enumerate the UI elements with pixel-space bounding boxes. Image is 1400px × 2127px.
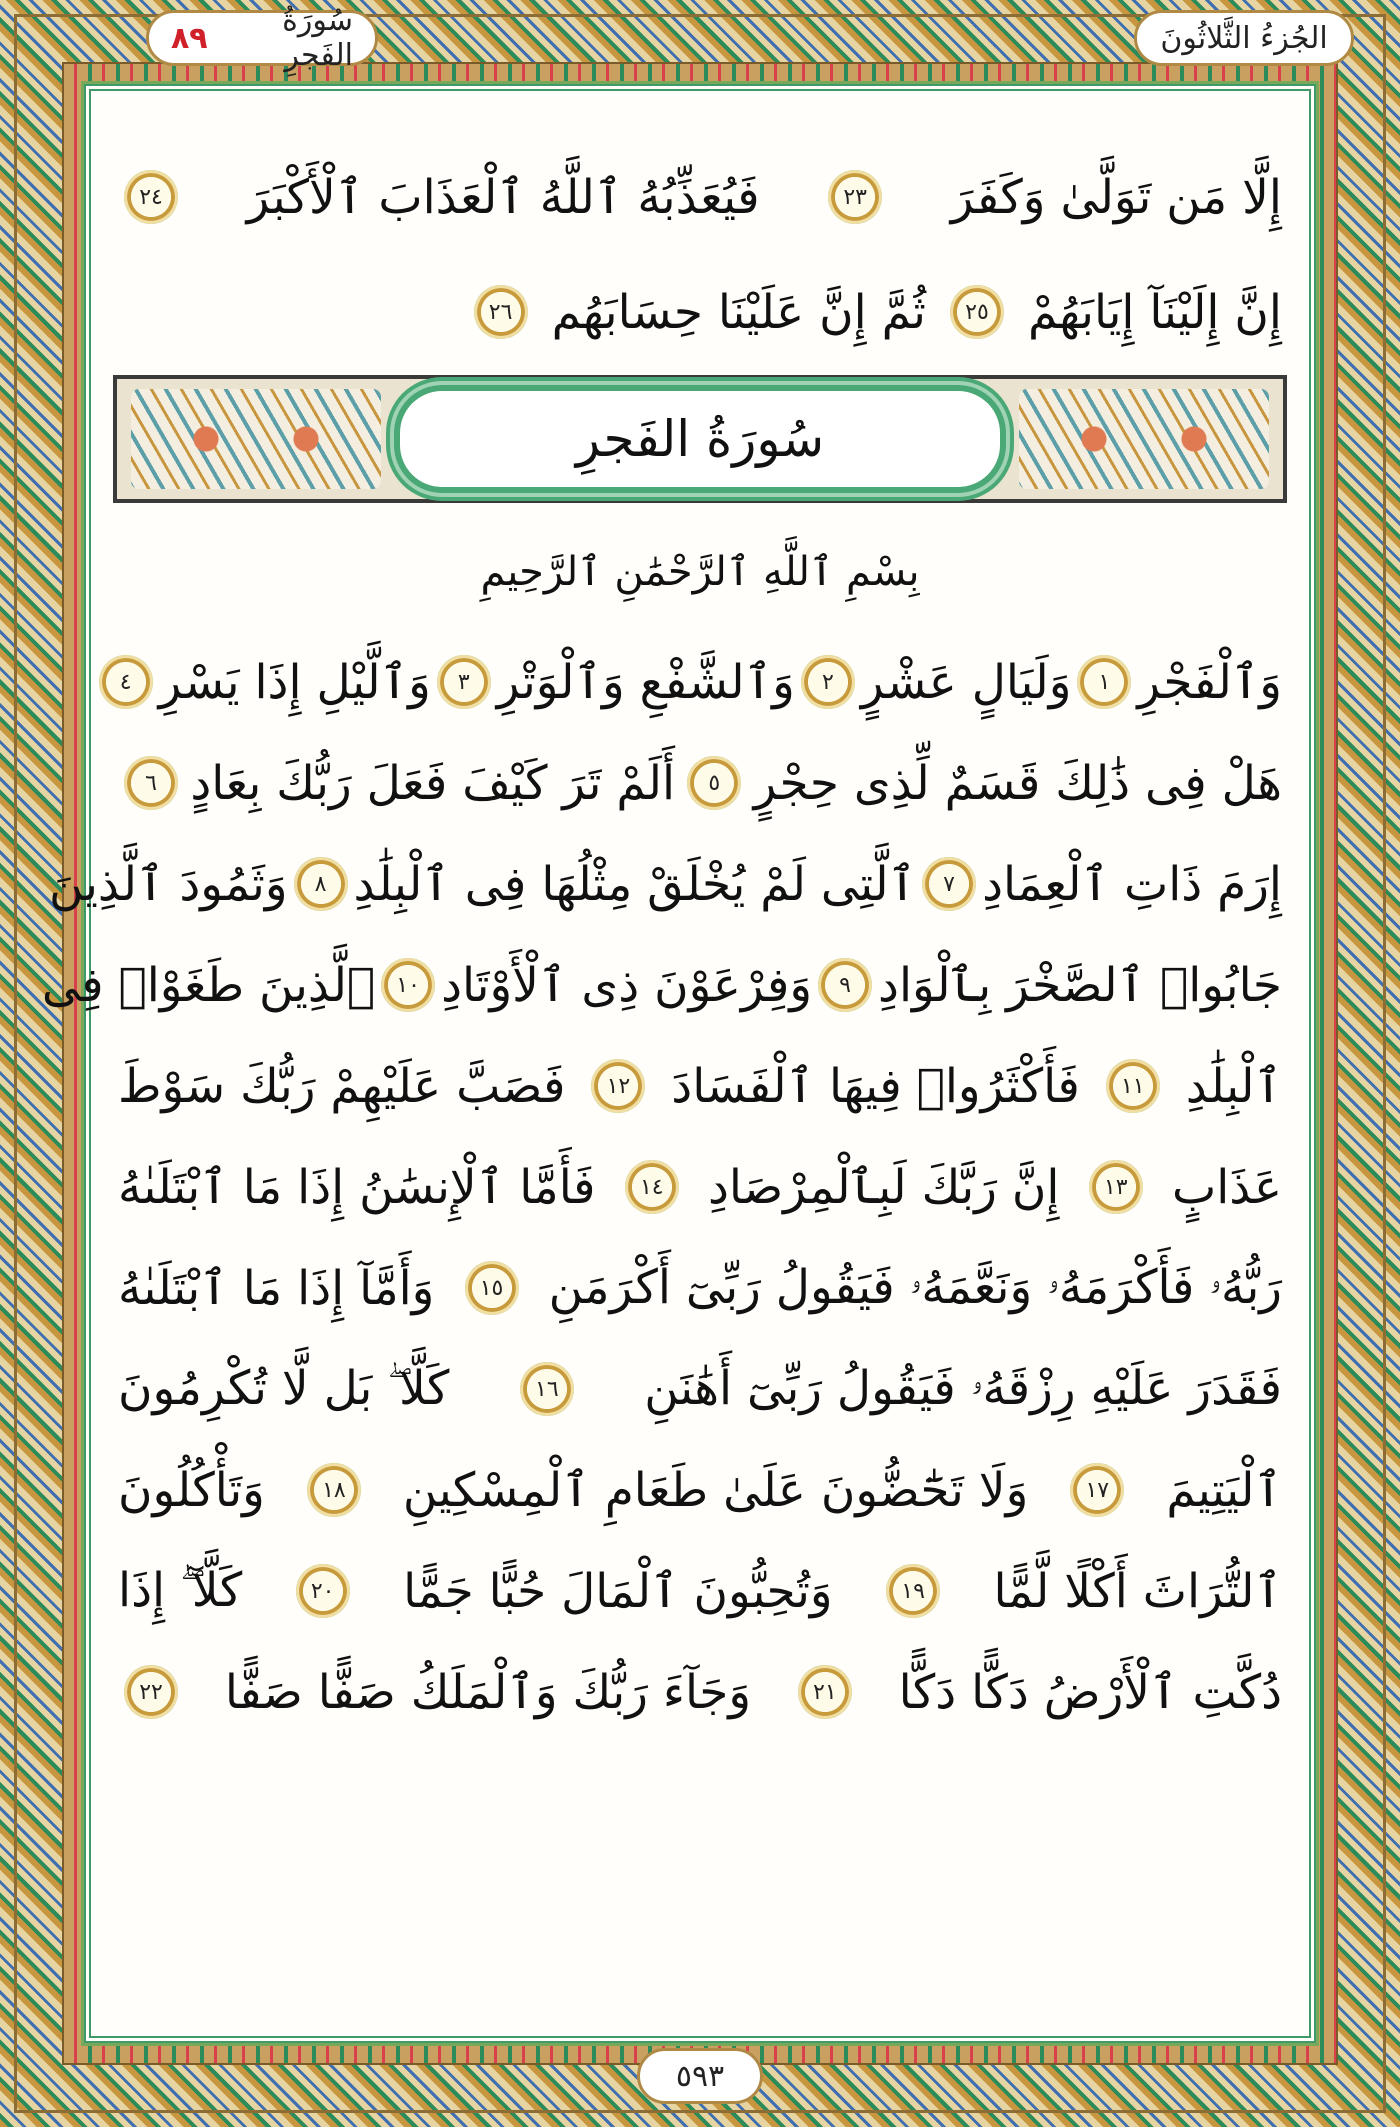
ayah-number-marker: ١١ — [1106, 1059, 1160, 1113]
ayah-number-marker: ١٥ — [465, 1261, 519, 1315]
ayah-number-marker: ١٨ — [307, 1463, 361, 1517]
verse-text: وَلَيَالٍ عَشْرٍ — [860, 654, 1072, 710]
verse-text: كَلَّآ ۖ إِذَا — [118, 1563, 243, 1618]
ayah-number-marker: ٢١ — [798, 1665, 852, 1719]
verse-text: جَابُوا۟ ٱلصَّخْرَ بِٱلْوَادِ — [878, 957, 1282, 1013]
basmala: بِسْمِ ٱللَّهِ ٱلرَّحْمَٰنِ ٱلرَّحِيمِ — [480, 549, 920, 595]
verse-text: إِرَمَ ذَاتِ ٱلْعِمَادِ — [982, 856, 1282, 912]
verse-line — [118, 736, 1282, 830]
verse-text: وَأَمَّآ إِذَا مَا ٱبْتَلَىٰهُ — [118, 1260, 435, 1316]
verse-text: وَٱلشَّفْعِ وَٱلْوَتْرِ — [496, 654, 795, 710]
verse-text: وَٱلَّيْلِ إِذَا يَسْرِ — [158, 654, 431, 710]
ayah-number-marker: ١٠ — [381, 958, 435, 1012]
verse-text: وَفِرْعَوْنَ ذِى ٱلْأَوْتَادِ — [441, 957, 813, 1013]
verse-text: فَأَمَّا ٱلْإِنسَٰنُ إِذَا مَا ٱبْتَلَىٰهُ — [118, 1159, 596, 1215]
verse-line — [41, 938, 1282, 1032]
ayah-number-marker: ١٩ — [886, 1564, 940, 1618]
verse-text: ٱلَّتِى لَمْ يُخْلَقْ مِثْلُهَا فِى ٱلْبِلَٰدِ — [353, 856, 917, 912]
verse-line — [118, 1241, 1282, 1335]
ayah-number-marker: ٢٣ — [828, 170, 882, 224]
verse-text: فَقَدَرَ عَلَيْهِ رِزْقَهُۥ فَيَقُولُ رَبِّىٓ أَهَٰنَنِ — [644, 1361, 1282, 1416]
verse-text: إِنَّ رَبَّكَ لَبِٱلْمِرْصَادِ — [708, 1159, 1060, 1215]
ayah-number-marker: ١٦ — [520, 1362, 574, 1416]
page-number: ٥٩٣ — [637, 2048, 763, 2104]
verse-text: ٱلتُّرَاثَ أَكْلًا لَّمًّا — [993, 1563, 1282, 1619]
verse-text: رَبُّهُۥ فَأَكْرَمَهُۥ وَنَعَّمَهُۥ فَيَقُولُ رَبِّىٓ أَكْرَمَنِ — [548, 1260, 1282, 1315]
verse-line — [49, 837, 1282, 931]
ayah-number-marker: ٨ — [294, 857, 348, 911]
ayah-number-marker: ٢ — [801, 655, 855, 709]
verse-line — [118, 1544, 1282, 1638]
ayah-number-marker: ١٣ — [1089, 1160, 1143, 1214]
verse-text: وَجَآءَ رَبُّكَ وَٱلْمَلَكُ صَفًّا صَفًّا — [224, 1664, 752, 1720]
ayah-number-marker: ١٢ — [591, 1059, 645, 1113]
verse-text: وَتَأْكُلُونَ — [118, 1462, 265, 1518]
verse-text: ٱلْبِلَٰدِ — [1185, 1058, 1282, 1114]
ayah-number-marker: ١٧ — [1070, 1463, 1124, 1517]
ayah-number-marker: ٣ — [437, 655, 491, 709]
verse-text: دُكَّتِ ٱلْأَرْضُ دَكًّا دَكًّا — [898, 1664, 1282, 1720]
verse-text: فَصَبَّ عَلَيْهِمْ رَبُّكَ سَوْطَ — [118, 1058, 566, 1114]
ayah-number-marker: ٢٦ — [474, 285, 528, 339]
ayah-number-marker: ٩ — [818, 958, 872, 1012]
verse-text: أَلَمْ تَرَ كَيْفَ فَعَلَ رَبُّكَ بِعَادٍ — [190, 755, 676, 811]
verse-text: كَلَّا ۖ بَل لَّا تُكْرِمُونَ — [118, 1361, 450, 1416]
ayah-number-marker: ٢٠ — [296, 1564, 350, 1618]
ayah-number-marker: ٢٢ — [124, 1665, 178, 1719]
verse-text: إِنَّ إِلَيْنَآ إِيَابَهُمْ — [1027, 284, 1282, 340]
verse-line — [118, 150, 1282, 244]
verse-text: وَثَمُودَ ٱلَّذِينَ — [49, 856, 288, 912]
ayah-number-marker: ٢٤ — [124, 170, 178, 224]
ayah-number-marker: ١٤ — [625, 1160, 679, 1214]
verse-line — [118, 1039, 1282, 1133]
verse-line — [118, 635, 1282, 729]
ayah-number-marker: ٥ — [687, 756, 741, 810]
juz-text: الجُزءُ الثَّلاثُونَ — [1160, 20, 1328, 56]
verse-text: وَٱلْفَجْرِ — [1137, 654, 1282, 710]
verse-text: ثُمَّ إِنَّ عَلَيْنَا حِسَابَهُم — [551, 284, 926, 340]
surah-header-label — [146, 3, 378, 73]
ayah-number-marker: ١ — [1077, 655, 1131, 709]
verse-text: ٱلْيَتِيمَ — [1166, 1462, 1282, 1518]
ayah-number-marker: ٧ — [922, 857, 976, 911]
verse-line — [118, 265, 1282, 359]
verse-line — [118, 1140, 1282, 1234]
banner-arabesque-icon — [131, 389, 381, 489]
verse-line — [118, 1645, 1282, 1739]
verse-text: إِلَّا مَن تَوَلَّىٰ وَكَفَرَ — [950, 169, 1282, 225]
surah-header-number: ٨٩ — [171, 20, 208, 56]
juz-label — [1134, 10, 1354, 66]
verse-text: عَذَابٍ — [1171, 1159, 1282, 1215]
verse-text: هَلْ فِى ذَٰلِكَ قَسَمٌ لِّذِى حِجْرٍ — [753, 755, 1282, 811]
surah-title: سُورَةُ الفَجرِ — [394, 385, 1006, 493]
verse-line — [118, 1443, 1282, 1537]
verse-line — [118, 1342, 1282, 1436]
verse-text: فَأَكْثَرُوا۟ فِيهَا ٱلْفَسَادَ — [671, 1058, 1080, 1114]
verse-text: فَيُعَذِّبُهُ ٱللَّهُ ٱلْعَذَابَ ٱلْأَكْبَرَ — [246, 169, 760, 225]
banner-arabesque-icon — [1019, 389, 1269, 489]
verse-text: وَتُحِبُّونَ ٱلْمَالَ حُبًّا جَمًّا — [403, 1563, 833, 1619]
surah-title-banner — [113, 375, 1287, 503]
surah-header-name: سُورَةُ الفَجرِ — [282, 3, 353, 73]
ayah-number-marker: ٢٥ — [950, 285, 1004, 339]
verse-text: ٱلَّذِينَ طَغَوْا۟ فِى — [41, 957, 376, 1013]
ayah-number-marker: ٦ — [124, 756, 178, 810]
verse-text: وَلَا تَحَٰٓضُّونَ عَلَىٰ طَعَامِ ٱلْمِسْكِينِ — [402, 1462, 1029, 1518]
ayah-number-marker: ٤ — [99, 655, 153, 709]
